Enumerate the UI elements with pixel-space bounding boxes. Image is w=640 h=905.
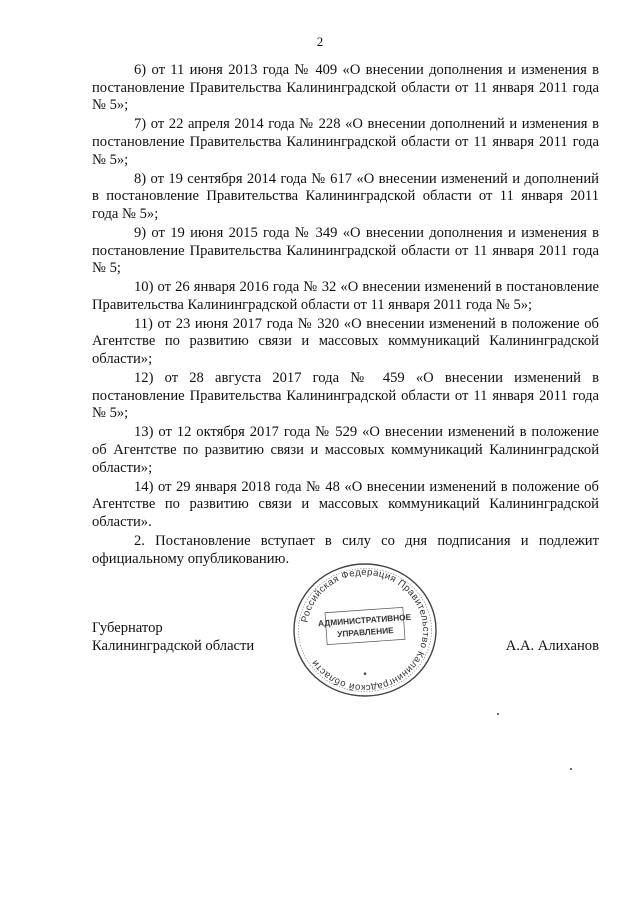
speck: [497, 713, 499, 715]
list-item: 12) от 28 августа 2017 года № 459 «О внесении изменений в постановление Правительства Калининградской области от 11 января 2011 года № 5»;: [92, 370, 599, 422]
speck: [570, 768, 572, 770]
list-item: 13) от 12 октября 2017 года № 529 «О внесении изменений в положение об Агентстве по развитию связи и массовых коммуникаций Калининградской области»;: [92, 424, 599, 476]
list-item: 7) от 22 апреля 2014 года № 228 «О внесении дополнений и изменения в постановление Правительства Калининградской области от 11 января 2011 года № 5»;: [92, 116, 599, 168]
signatory-title-line2: Калининградской области: [92, 637, 255, 654]
closing-paragraph: 2. Постановление вступает в силу со дня подписания и подлежит официальному опубликованию.: [92, 532, 599, 567]
seal-center-line2: УПРАВЛЕНИЕ: [336, 625, 394, 639]
official-seal: [290, 562, 440, 698]
list-item: 6) от 11 июня 2013 года № 409 «О внесении дополнения и изменения в постановление Правительства Калининградской области от 11 января 2011 года № 5»;: [92, 62, 599, 114]
seal-center-line1: АДМИНИСТРАТИВНОЕ: [317, 611, 412, 629]
document-body: [92, 62, 599, 570]
list-item: 11) от 23 июня 2017 года № 320 «О внесении изменений в положение об Агентстве по развитию связи и массовых коммуникаций Калининградской области»;: [92, 315, 599, 368]
list-item: 14) от 29 января 2018 года № 48 «О внесении изменений в положение об Агентстве по развитию связи и массовых коммуникаций Калининградской области».: [92, 478, 599, 531]
signatory-name: А.А. Алиханов: [505, 637, 599, 654]
seal-star: *: [363, 670, 367, 680]
signatory-title-line1: Губернатор: [92, 620, 163, 636]
seal-outer-text: Российская Федерация Правительство Калининградской области: [299, 566, 432, 694]
list-item: 8) от 19 сентября 2014 года № 617 «О внесении изменений и дополнений в постановление Правительства Калининградской области от 11 января 2011 года № 5»;: [92, 170, 599, 222]
page-number: 2: [316, 34, 324, 49]
signatory-title: [92, 620, 254, 655]
list-item: 10) от 26 января 2016 года № 32 «О внесении изменений в постановление Правительства Калининградской области от 11 января 2011 года № 5»;: [92, 279, 599, 313]
list-item: 9) от 19 июня 2015 года № 349 «О внесении дополнения и изменения в постановление Правительства Калининградской области от 11 января 2011 года № 5;: [92, 224, 599, 277]
